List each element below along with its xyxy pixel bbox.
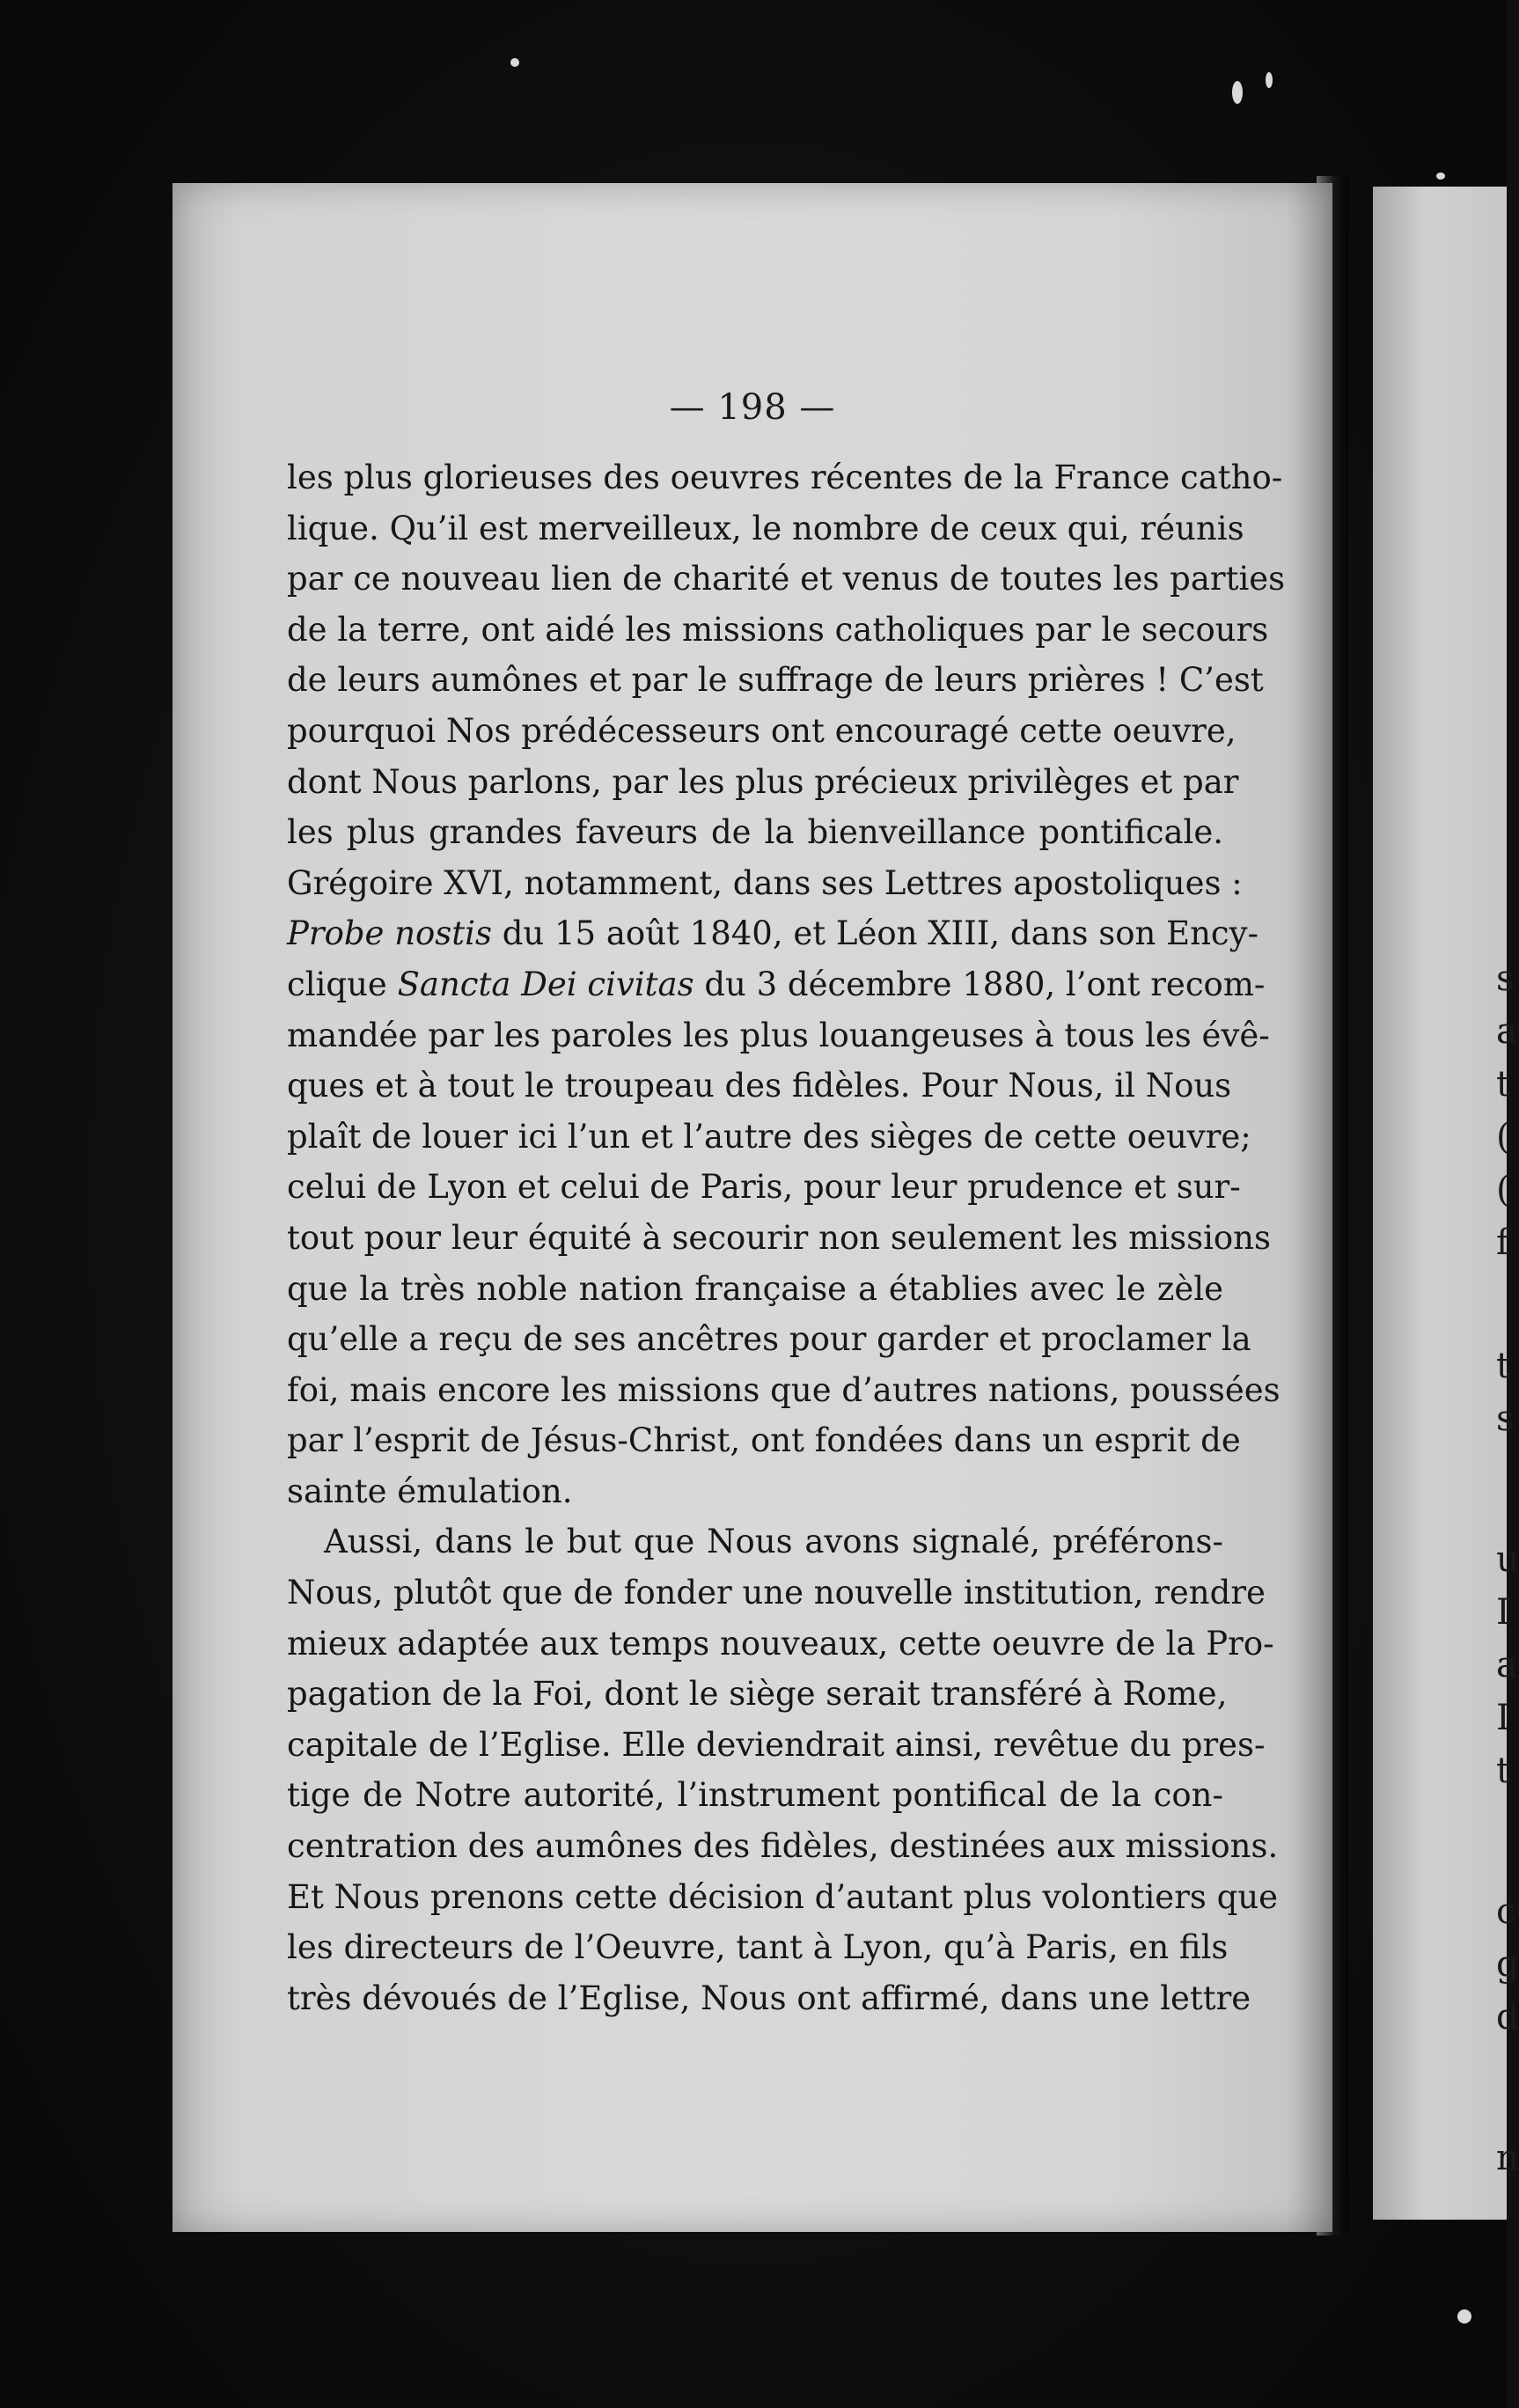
- adjacent-page-fragment: f: [1496, 1222, 1509, 1263]
- text-line: clique Sancta Dei civitas du 3 décembre 1880, l’ont recom-: [287, 965, 1266, 1003]
- paragraph: [287, 1516, 1279, 2023]
- adjacent-page-fragment: g: [1496, 1944, 1519, 1985]
- text-line: Probe nostis du 15 août 1840, et Léon XIII, dans son Ency-: [287, 914, 1259, 953]
- adjacent-page-fragment: (: [1496, 1117, 1510, 1157]
- paragraph: [287, 452, 1286, 1516]
- text-line: pagation de la Foi, dont le siège serait transféré à Rome,: [287, 1675, 1228, 1714]
- book-page: [172, 183, 1332, 2232]
- text-line: Aussi, dans le but que Nous avons signalé, préférons-: [324, 1523, 1223, 1561]
- text-line: tout pour leur équité à secourir non seulement les missions: [287, 1218, 1272, 1257]
- scan-speck: [1232, 81, 1243, 104]
- text-line: les directeurs de l’Oeuvre, tant à Lyon, qu’à Paris, en fils: [287, 1928, 1229, 1967]
- text-line: celui de Lyon et celui de Paris, pour leur prudence et sur-: [287, 1168, 1241, 1207]
- adjacent-page-fragment: d: [1496, 1997, 1519, 2037]
- adjacent-page-fragment: n: [1496, 2138, 1519, 2178]
- adjacent-page-fragment: s: [1496, 1399, 1515, 1439]
- adjacent-page-fragment: u: [1496, 1539, 1519, 1580]
- adjacent-page-fragment: c: [1496, 1891, 1516, 1932]
- text-line: pourquoi Nos prédécesseurs ont encouragé cette oeuvre,: [287, 711, 1236, 750]
- text-line: mandée par les paroles les plus louangeuses à tous les évê-: [287, 1016, 1270, 1054]
- text-line: mieux adaptée aux temps nouveaux, cette oeuvre de la Pro-: [287, 1624, 1274, 1663]
- body-text: [287, 452, 1286, 2023]
- text-line: Grégoire XVI, notamment, dans ses Lettres apostoliques :: [287, 863, 1243, 902]
- adjacent-page-fragment: t: [1496, 1346, 1511, 1386]
- text-line: Nous, plutôt que de fonder une nouvelle institution, rendre: [287, 1574, 1266, 1612]
- scan-speck: [1457, 2309, 1471, 2324]
- text-line: qu’elle a reçu de ses ancêtres pour garder et proclamer la: [287, 1320, 1251, 1359]
- text-line: plaît de louer ici l’un et l’autre des sièges de cette oeuvre;: [287, 1117, 1251, 1156]
- text-line: les plus glorieuses des oeuvres récentes de la France catho-: [287, 459, 1283, 496]
- text-line: que la très noble nation française a établies avec le zèle: [287, 1269, 1223, 1308]
- adjacent-page-fragment: t: [1496, 1751, 1511, 1791]
- scan-speck: [1436, 173, 1445, 180]
- text-line: capitale de l’Eglise. Elle deviendrait ainsi, revêtue du pres-: [287, 1725, 1266, 1764]
- italic-title: Sancta Dei civitas: [397, 965, 694, 1003]
- text-line: lique. Qu’il est merveilleux, le nombre de ceux qui, réunis: [287, 509, 1244, 547]
- text-line: dont Nous parlons, par les plus précieux privilèges et par: [287, 762, 1239, 801]
- text-line: très dévoués de l’Eglise, Nous ont affirmé, dans une lettre: [287, 1979, 1251, 2017]
- text-line: par ce nouveau lien de charité et venus de toutes les parties: [287, 560, 1286, 598]
- text-line: par l’esprit de Jésus-Christ, ont fondées dans un esprit de: [287, 1421, 1241, 1460]
- scan-speck: [510, 58, 519, 67]
- scan-speck: [1266, 72, 1273, 88]
- text-line: foi, mais encore les missions que d’autres nations, poussées: [287, 1370, 1281, 1409]
- adjacent-page-fragment: I: [1496, 1698, 1510, 1738]
- text-line: de leurs aumônes et par le suffrage de leurs prières ! C’est: [287, 661, 1264, 700]
- adjacent-page-fragment: a: [1496, 1011, 1517, 1052]
- text-line: de la terre, ont aidé les missions catholiques par le secours: [287, 610, 1269, 649]
- text-line: tige de Notre autorité, l’instrument pontifical de la con-: [287, 1776, 1223, 1815]
- adjacent-page-fragment: s: [1496, 958, 1515, 999]
- italic-title: Probe nostis: [287, 914, 492, 953]
- text-line: centration des aumônes des fidèles, destinées aux missions.: [287, 1827, 1279, 1866]
- page-number: — 198 —: [669, 387, 836, 428]
- adjacent-page-fragment: a: [1496, 1645, 1517, 1685]
- adjacent-page-fragment: (: [1496, 1170, 1510, 1210]
- text-line: Et Nous prenons cette décision d’autant plus volontiers que: [287, 1877, 1279, 1916]
- text-line: les plus grandes faveurs de la bienveillance pontificale.: [287, 813, 1223, 852]
- text-line: ques et à tout le troupeau des fidèles. Pour Nous, il Nous: [287, 1067, 1232, 1105]
- text-line: sainte émulation.: [287, 1472, 573, 1510]
- adjacent-page-edge: [1373, 187, 1519, 2220]
- adjacent-page-fragment: I: [1496, 1592, 1510, 1633]
- adjacent-page-fragment: t: [1496, 1064, 1511, 1105]
